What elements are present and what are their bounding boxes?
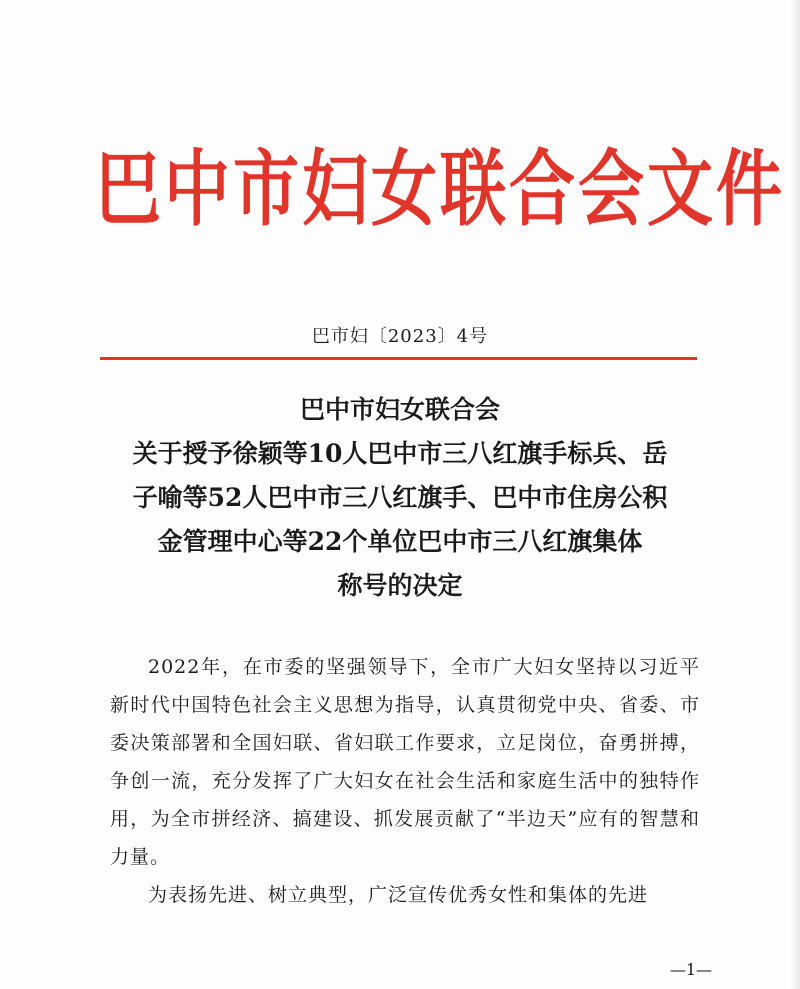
title-line-4: 金管理中心等22个单位巴中市三八红旗集体	[157, 527, 643, 556]
body-paragraph-2: 为表扬先进、树立典型，广泛宣传优秀女性和集体的先进	[148, 884, 649, 906]
title-line-5: 称号的决定	[337, 571, 463, 600]
document-number: 巴市妇〔2023〕4号	[311, 326, 489, 347]
title-line-3: 子喻等52人巴中市三八红旗手、巴中市住房公积	[132, 483, 668, 512]
page-edge-shadow	[790, 0, 800, 989]
title-line-2: 关于授予徐颖等10人巴中市三八红旗手标兵、岳	[132, 439, 668, 468]
red-divider-line	[100, 357, 697, 360]
page-number: —1—	[669, 960, 712, 979]
title-line-1: 巴中市妇女联合会	[299, 395, 500, 424]
body-paragraph-1: 2022年，在市委的坚强领导下，全市广大妇女坚持以习近平新时代中国特色社会主义思想为指导，认真贯彻党中央、省委、市委决策部署和全国妇联、省妇联工作要求，立足岗位，奋勇拼搏，争创一流，充分发挥了广大妇女在社会生活和家庭生活中的独特作用，为全市拼经济、搞建设、抓发展贡献了“半边天”应有的智慧和力量。	[110, 656, 700, 868]
document-body	[110, 648, 700, 914]
masthead-title: 巴中市妇女联合会文件	[95, 141, 785, 238]
document-title	[70, 388, 730, 608]
